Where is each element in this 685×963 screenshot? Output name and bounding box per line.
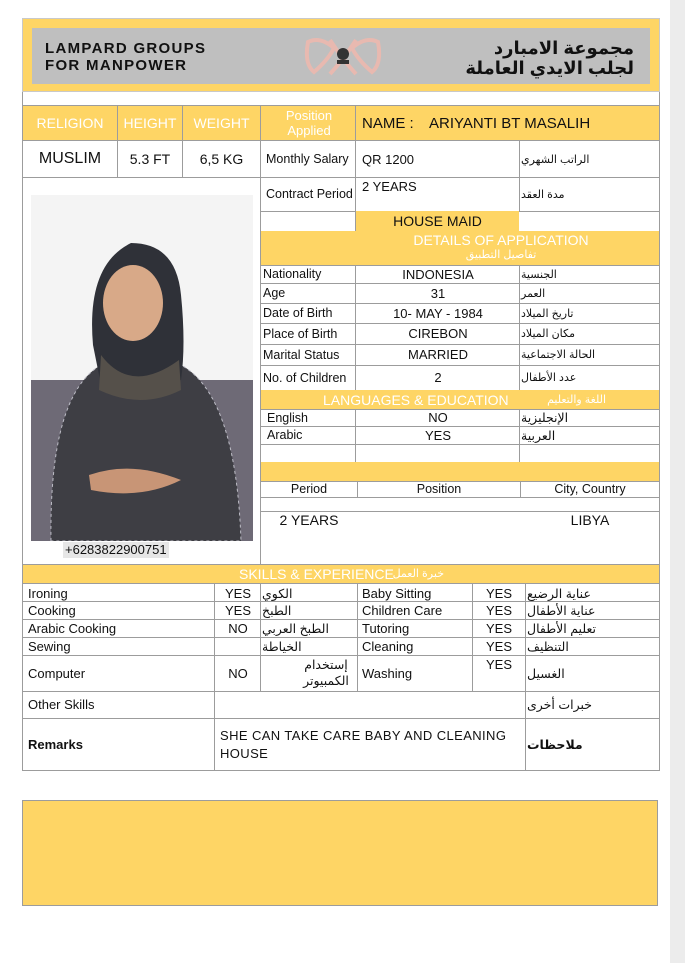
english-value: NO (428, 410, 448, 425)
religion-label: RELIGION (36, 115, 104, 131)
height-value: 5.3 FT (129, 151, 171, 167)
marital-label: Marital Status (263, 347, 340, 362)
skill-ironing-label: Ironing (28, 585, 68, 601)
applicant-photo (31, 195, 253, 541)
company-name-ar (465, 38, 634, 78)
age-label: Age (263, 286, 286, 300)
marital-label-ar: الحالة الاجتماعية (521, 349, 596, 361)
skill-children-care-label-ar: عناية الأطفال (527, 603, 596, 618)
company-name-ar-line1: مجموعة الامبارد (493, 38, 634, 58)
contract-label-ar: مدة العقد (521, 188, 565, 201)
company-name-en-line2: FOR MANPOWER (45, 57, 188, 74)
weight-label: WEIGHT (193, 115, 250, 131)
experience-col-period: Period (290, 482, 328, 496)
pob-value: CIREBON (408, 326, 468, 341)
skills-title-en: SKILLS & EXPERIENCE (239, 566, 394, 582)
position-value: HOUSE MAID (356, 211, 519, 231)
skill-sewing-label: Sewing (28, 638, 71, 654)
header-spacer (22, 92, 660, 105)
skill-arabic-cooking-label: Arabic Cooking (28, 620, 117, 636)
name-value: ARIYANTI BT MASALIH (429, 114, 591, 132)
nationality-label: Nationality (263, 267, 322, 281)
english-label: English (267, 410, 308, 425)
arabic-value: YES (424, 427, 451, 443)
nationality-label-ar: الجنسية (521, 268, 557, 281)
skill-computer-value: NO (228, 665, 248, 681)
header-inner (32, 28, 650, 84)
skill-baby-sitting-label: Baby Sitting (362, 585, 432, 601)
salary-value: QR 1200 (362, 151, 415, 167)
children-label-ar: عدد الأطفال (521, 372, 577, 384)
contract-label: Contract Period (266, 186, 353, 201)
skill-baby-sitting-value: YES (485, 585, 512, 601)
skill-tutoring-value: YES (485, 620, 512, 636)
skills-title-ar: خبرة العمل (392, 568, 444, 580)
other-skills-label: Other Skills (28, 697, 95, 712)
skill-arabic-cooking-value: NO (228, 620, 248, 636)
skill-children-care-label: Children Care (362, 602, 443, 618)
arabic-label-ar: العربية (521, 428, 556, 443)
bottom-yellow-box (22, 800, 658, 906)
experience-spacer-bar (261, 462, 659, 481)
skill-cleaning-label: Cleaning (362, 638, 414, 654)
languages-title-en: LANGUAGES & EDUCATION (323, 392, 509, 408)
skill-baby-sitting-label-ar: عناية الرضيع (527, 586, 591, 601)
dob-label: Date of Birth (263, 306, 333, 320)
experience-col-city: City, Country (554, 482, 626, 496)
company-name-en (45, 40, 206, 74)
skill-computer-label-ar: إستخدام الكمبيوتر (303, 658, 349, 688)
arabic-label: Arabic (267, 428, 303, 442)
salary-label-ar: الراتب الشهري (521, 153, 590, 166)
skill-tutoring-label: Tutoring (362, 620, 410, 636)
position-applied-label: Position Applied (285, 108, 333, 138)
skill-ironing-value: YES (224, 585, 251, 601)
skill-cooking-label-ar: الطبخ (262, 603, 292, 618)
name-label: NAME : (362, 114, 414, 132)
age-label-ar: العمر (521, 287, 546, 300)
experience-city-value: LIBYA (570, 512, 610, 528)
remarks-label: Remarks (28, 737, 83, 752)
company-name-ar-line2: لجلب الايدي العاملة (465, 58, 634, 78)
skill-washing-label-ar: الغسيل (527, 666, 565, 681)
details-title-en: DETAILS OF APPLICATION (413, 232, 589, 248)
marital-value: MARRIED (408, 347, 468, 362)
weight-value: 6,5 KG (199, 151, 244, 167)
skill-ironing-label-ar: الكوي (262, 586, 293, 601)
experience-col-position: Position (416, 482, 462, 496)
experience-period-value: 2 YEARS (279, 512, 339, 528)
company-logo-icon (300, 34, 386, 80)
contract-value: 2 YEARS (362, 179, 417, 194)
other-skills-label-ar: خبرات أخرى (527, 698, 592, 712)
skill-cooking-label: Cooking (28, 602, 76, 618)
skill-sewing-label-ar: الخياطة (262, 639, 302, 654)
children-label: No. of Children (263, 370, 347, 385)
religion-value: MUSLIM (38, 150, 102, 167)
nationality-value: INDONESIA (402, 266, 474, 282)
dob-label-ar: تاريخ الميلاد (521, 307, 574, 320)
pob-label-ar: مكان الميلاد (521, 328, 576, 340)
english-label-ar: الإنجليزية (521, 411, 569, 425)
children-value: 2 (434, 370, 442, 385)
skill-arabic-cooking-label-ar: الطبخ العربي (262, 621, 329, 636)
pob-label: Place of Birth (263, 326, 338, 341)
skill-cleaning-label-ar: التنظيف (527, 639, 569, 654)
skill-children-care-value: YES (485, 602, 512, 618)
skill-cleaning-value: YES (485, 638, 512, 654)
languages-title-ar: اللغة والتعليم (547, 394, 606, 406)
details-title-ar: تفاصيل التطبيق (465, 249, 537, 261)
height-label: HEIGHT (123, 115, 177, 131)
remarks-label-ar: ملاحظات (527, 738, 583, 752)
company-name-en-line1: LAMPARD GROUPS (45, 40, 207, 57)
remarks-value: SHE CAN TAKE CARE BABY AND CLEANING HOUSE (220, 727, 507, 761)
skill-washing-label: Washing (362, 665, 413, 681)
header-banner (22, 18, 660, 92)
phone-number: +6283822900751 (65, 542, 167, 557)
skill-washing-value: YES (485, 657, 512, 672)
dob-value: 10- MAY - 1984 (393, 305, 483, 321)
skill-tutoring-label-ar: تعليم الأطفال (527, 621, 596, 636)
age-value: 31 (430, 285, 446, 301)
applicant-portrait-icon (31, 195, 253, 541)
skill-cooking-value: YES (224, 602, 251, 618)
skill-computer-label: Computer (28, 665, 86, 681)
salary-label: Monthly Salary (266, 151, 349, 166)
skill-sewing-value (216, 637, 260, 655)
